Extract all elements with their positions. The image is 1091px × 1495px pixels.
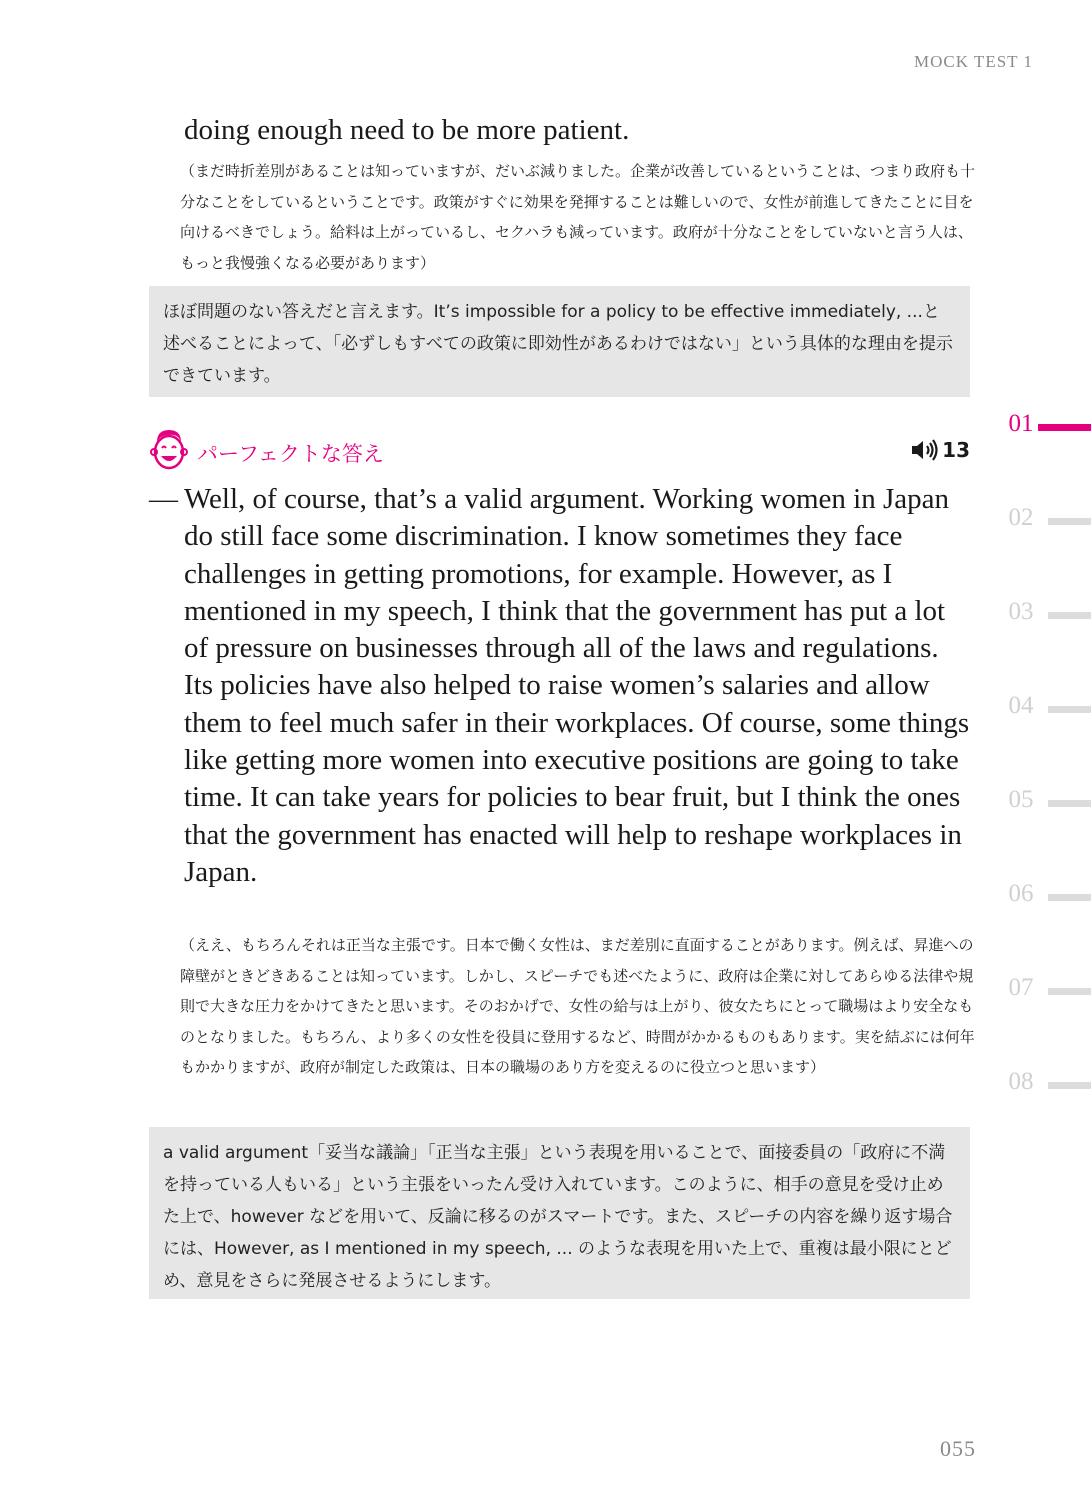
chapter-number: 07 — [1008, 974, 1034, 1001]
chapter-tab-05[interactable] — [1000, 780, 1091, 820]
chapter-number: 03 — [1008, 598, 1034, 625]
running-head: MOCK TEST 1 — [913, 52, 1033, 71]
japanese-translation: （まだ時折差別があることは知っていますが、だいぶ減りました。企業が改善しているということは、つまり政府も十分なことをしているということです。政策がすぐに効果を発揮することは難しいので、女性が前進してきたことに目を向けるべきでしょう。給料は上がっているし、セクハラも減っています。政府が十分なことをしていないと言う人は、もっと我慢強くなる必要があります） — [180, 162, 976, 272]
english-answer-tail: doing enough need to be more patient. — [184, 114, 630, 146]
perfect-answer-english: Well, of course, that’s a valid argument. Working women in Japan do still face some discrimination. I know sometimes they face challenges in getting promotions, for example. However, as I mentioned in my speech, I think that the government has put a lot of pressure on businesses through all of the laws and regulations. Its policies have also helped to raise women’s salaries and allow them to feel much safer in their workplaces. Of course, some things like getting more women into executive positions are going to take time. It can take years for policies to bear fruit, but I think the ones that the government has enacted will help to reshape workplaces in Japan. — [184, 483, 970, 888]
chapter-number: 06 — [1008, 880, 1034, 907]
chapter-tab-04[interactable] — [1000, 686, 1091, 726]
speaker-icon — [910, 438, 940, 462]
chapter-bar — [1048, 1082, 1091, 1089]
smiling-face-icon — [149, 426, 189, 472]
audio-track — [910, 438, 970, 462]
chapter-tab-07[interactable] — [1000, 968, 1091, 1008]
chapter-number: 05 — [1008, 786, 1034, 813]
commentary-box: ほぼ問題のない答えだと言えます。It’s impossible for a policy to be effective immediately, ...と述べることによって、「必ずしもすべての政策に即効性があるわけではない」という具体的な理由を提示できています。 — [149, 286, 970, 397]
chapter-number: 04 — [1008, 692, 1034, 719]
chapter-bar — [1048, 800, 1091, 807]
answer-dash: — — [149, 483, 178, 515]
chapter-number: 01 — [1008, 410, 1034, 437]
track-number: 13 — [942, 438, 970, 462]
chapter-tab-06[interactable] — [1000, 874, 1091, 914]
chapter-bar — [1048, 894, 1091, 901]
perfect-answer-header — [149, 426, 970, 476]
chapter-bar — [1048, 612, 1091, 619]
chapter-number: 08 — [1008, 1068, 1034, 1095]
chapter-bar — [1048, 706, 1091, 713]
commentary-box-2: a valid argument「妥当な議論」「正当な主張」という表現を用いることで、面接委員の「政府に不満を持っている人もいる」という主張をいったん受け入れています。このように、相手の意見を受け止めた上で、however などを用いて、反論に移るのがスマートです。また、スピーチの内容を繰り返す場合には、However, as I mentioned in my speech, ... のような表現を用いた上で、重複は最小限にとどめ、意見をさらに発展させるようにします。 — [149, 1127, 970, 1299]
chapter-bar — [1048, 988, 1091, 995]
perfect-answer-japanese: （ええ、もちろんそれは正当な主張です。日本で働く女性は、まだ差別に直面することがあります。例えば、昇進への障壁がときどきあることは知っています。しかし、スピーチでも述べたように、政府は企業に対してあらゆる法律や規則で大きな圧力をかけてきたと思います。そのおかげで、女性の給与は上がり、彼女たちにとって職場はより安全なものとなりました。もちろん、より多くの女性を役員に登用するなど、時間がかかるものもあります。実を結ぶには何年もかかりますが、政府が制定した政策は、日本の職場のあり方を変えるのに役立つと思います） — [180, 936, 975, 1076]
chapter-tab-03[interactable] — [1000, 592, 1091, 632]
chapter-bar — [1038, 424, 1091, 431]
page-number: 055 — [940, 1436, 976, 1461]
chapter-tab-01[interactable] — [1000, 404, 1091, 444]
chapter-number: 02 — [1008, 504, 1034, 531]
chapter-tab-02[interactable] — [1000, 498, 1091, 538]
chapter-bar — [1048, 518, 1091, 525]
chapter-tab-08[interactable] — [1000, 1062, 1091, 1102]
perfect-answer-label: パーフェクトな答え — [197, 442, 384, 466]
